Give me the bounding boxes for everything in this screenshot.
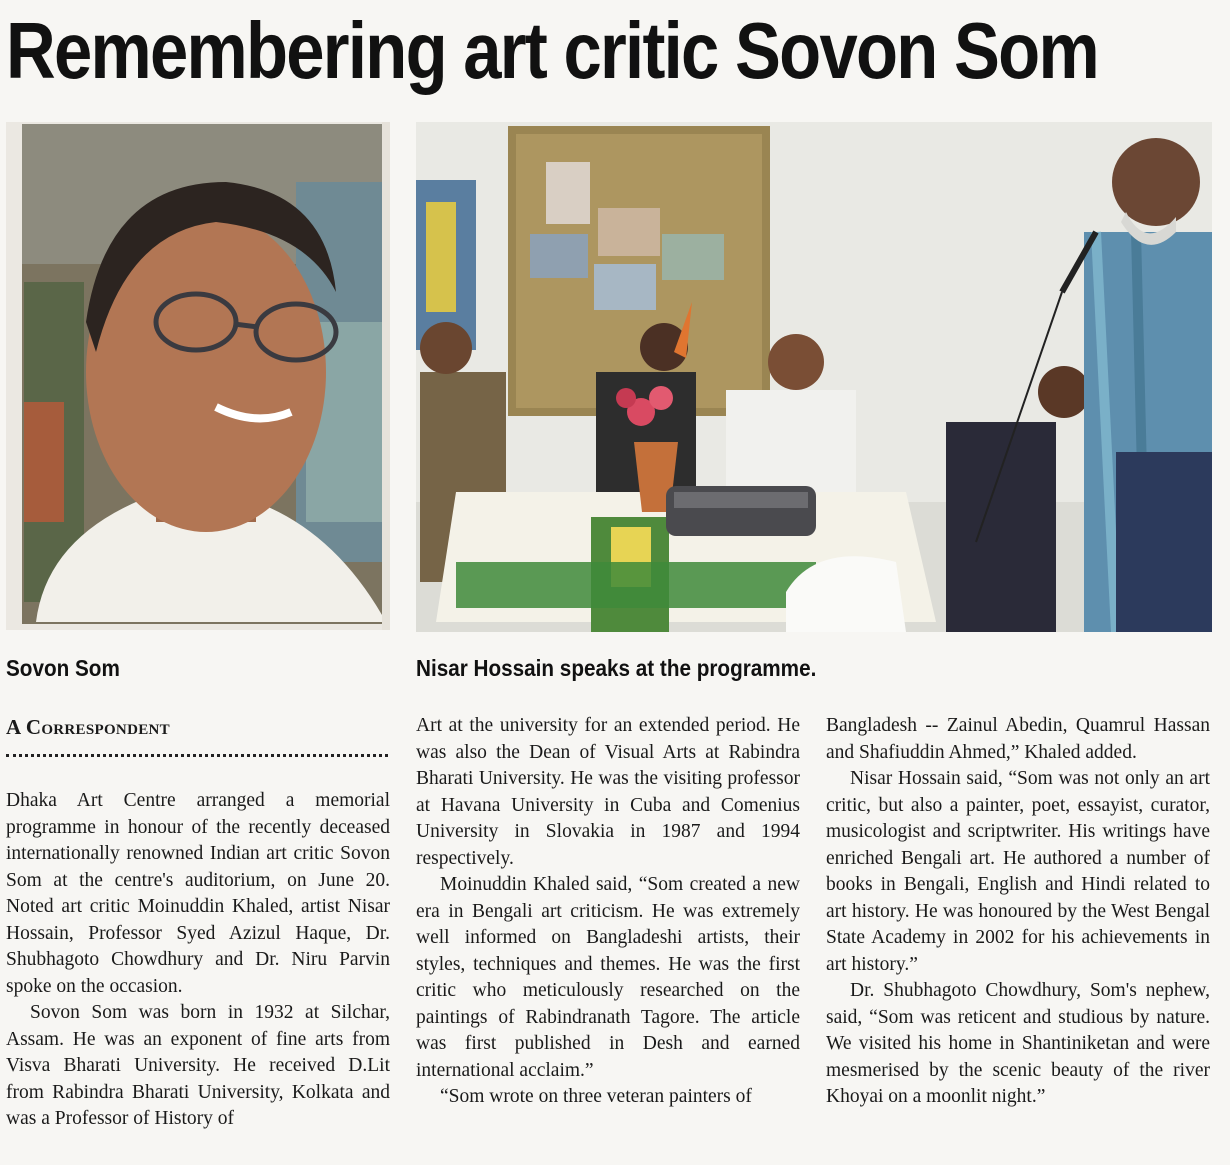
paragraph: Dhaka Art Centre arranged a memorial programme in honour of the recently deceased internationally renowned Indian art critic Sovon Som at the centre's auditorium, on June 20. Noted art critic Moinuddin Khaled, artist Nisar Hossain, Professor Syed Azizul Haque, Dr. Shubhagoto Chowdhury and Dr. Niru Parvin spoke on the occasion. bbox=[6, 790, 390, 997]
event-photo bbox=[416, 122, 1212, 632]
paragraph: “Som wrote on three veteran painters of bbox=[440, 1086, 752, 1107]
paragraph: Moinuddin Khaled said, “Som created a new era in Bengali art criticism. He was extremely well informed on Bangladeshi artists, their styles, techniques and themes. He was the first critic who meticulously researched on the paintings of Rabindranath Tagore. The article was first published in Desh and earned international acclaim.” bbox=[416, 874, 800, 1081]
portrait-photo bbox=[6, 122, 390, 630]
paragraph: Sovon Som was born in 1932 at Silchar, Assam. He was an exponent of fine arts from Visva Bharati University. He received D.Lit from Rabindra Bharati University, Kolkata and was a Professor of History of bbox=[6, 1002, 390, 1129]
byline bbox=[6, 714, 390, 740]
byline-role: Correspondent bbox=[25, 715, 170, 739]
byline-initial: A bbox=[6, 715, 26, 739]
paragraph: Nisar Hossain said, “Som was not only an art critic, but also a painter, poet, essayist, curator, musicologist and scriptwriter. His writings have enriched Bengali art. He authored a number of books in Bengali, English and Hindi related to art history. He was honoured by the West Bengal State Academy in 2002 for his achievements in art history.” bbox=[826, 768, 1210, 975]
byline-divider bbox=[6, 754, 388, 757]
portrait-caption: Sovon Som bbox=[6, 655, 120, 681]
article-column-3 bbox=[826, 713, 1210, 1111]
paragraph: Art at the university for an extended period. He was also the Dean of Visual Arts at Rabindra Bharati University. He was the visiting professor at Havana University in Cuba and Comenius University in Slovakia in 1987 and 1994 respectively. bbox=[416, 715, 800, 869]
headline: Remembering art critic Sovon Som bbox=[6, 6, 1098, 95]
article-column-1 bbox=[6, 788, 390, 1133]
event-caption: Nisar Hossain speaks at the programme. bbox=[416, 655, 817, 681]
paragraph: Bangladesh -- Zainul Abedin, Quamrul Hassan and Shafiuddin Ahmed,” Khaled added. bbox=[826, 715, 1210, 763]
paragraph: Dr. Shubhagoto Chowdhury, Som's nephew, said, “Som was reticent and studious by nature. We visited his home in Shantiniketan and were mesmerised by the scenic beauty of the river Khoyai on a moonlit night.” bbox=[826, 980, 1210, 1107]
article-column-2 bbox=[416, 713, 800, 1111]
